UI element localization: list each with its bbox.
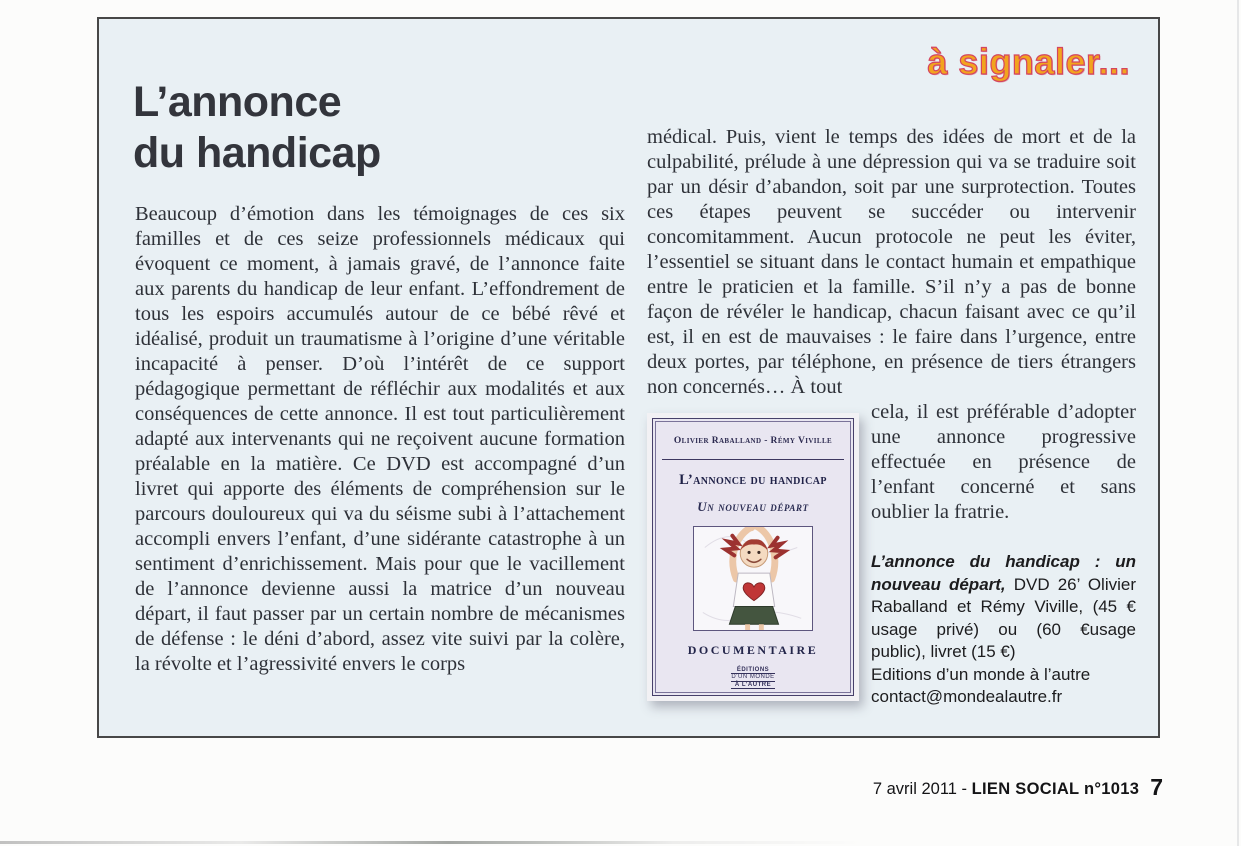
dvd-cover bbox=[647, 413, 859, 701]
publisher-logo-line2: D’UN MONDE bbox=[731, 674, 775, 680]
article-column-right bbox=[647, 125, 1136, 709]
caption-work-title: L’annonce du handicap : un nouveau départ, bbox=[871, 552, 1136, 594]
caption-publisher: Editions d’un monde à l’autre bbox=[871, 664, 1091, 684]
article-title bbox=[133, 77, 381, 179]
girl-illustration bbox=[693, 526, 813, 631]
dvd-title: L’annonce du handicap bbox=[679, 472, 827, 488]
publisher-logo bbox=[731, 667, 774, 690]
scan-artifact-right-edge bbox=[1237, 0, 1239, 846]
page-footer bbox=[873, 774, 1163, 801]
scan-artifact-bottom bbox=[0, 841, 862, 844]
body-paragraph-right-wrap: cela, il est préférable d’adopter une annonce progressive effectuée en présence de l’enfant concerné et sans oublier la fratrie. bbox=[871, 401, 1136, 523]
caption-contact: contact@mondealautre.fr bbox=[871, 687, 1063, 706]
dvd-genre: DOCUMENTAIRE bbox=[687, 642, 819, 657]
footer-date: 7 avril 2011 - bbox=[872, 780, 972, 798]
article-title-line2: du handicap bbox=[133, 129, 381, 177]
dvd-authors: Olivier Raballand - Rémy Viville bbox=[662, 429, 844, 460]
girl-illustration-svg bbox=[697, 526, 809, 631]
dvd-cover-frame bbox=[652, 418, 854, 696]
article-title-line1: L’annonce bbox=[133, 78, 342, 126]
publisher-logo-line1: ÉDITIONS bbox=[731, 667, 774, 675]
footer-journal-ref: LIEN SOCIAL n°1013 bbox=[971, 780, 1140, 798]
body-paragraph-right-top: médical. Puis, vient le temps des idées de mort et de la culpabilité, prélude à une dépression qui va se traduire soit par un désir d’abandon, soit par une surprotection. Toutes ces étapes peuvent se succéder ou intervenir concomitamment. Aucun protocole ne peut les éviter, l’essentiel se situant dans le contact humain et empathique entre le praticien et la famille. S’il n’y a pas de bonne façon de révéler le handicap, chacun faisant avec ce qu’il est, il en est de mauvaises : le faire dans l’urgence, entre deux portes, par téléphone, en présence de tiers étrangers non concernés… À tout bbox=[647, 126, 1136, 398]
body-paragraph-left: Beaucoup d’émotion dans les témoignages de ces six familles et de ces seize professionnels médicaux qui évoquent ce moment, à jamais gravé, de l’annonce faite aux parents du handicap de leur enfant. L’effondrement de tous les espoirs accumulés autour de ce bébé rêvé et idéalisé, produit un traumatisme à l’origine d’une véritable incapacité à penser. D’où l’intérêt de ce support pédagogique permettant de réfléchir aux modalités et aux conséquences de cette annonce. Il est tout particulièrement adapté aux intervenants qui ne reçoivent aucune formation préalable en la matière. Ce DVD est accompagné d’un livret qui apporte des éléments de compréhension sur le parcours douloureux qui va du séisme subi à l’attachement accompli envers l’enfant, d’une sidérante catastrophe à un sentiment d’enrichissement. Mais pour que le vacillement de l’annonce devienne aussi la matrice d’un nouveau départ, il faut passer par un certain nombre de mécanismes de défense : le déni d’abord, assez vite suivi par la colère, la révolte et l’agressivité envers le corps bbox=[135, 203, 625, 675]
article-column-left bbox=[135, 202, 625, 677]
article-panel bbox=[97, 17, 1160, 738]
publisher-logo-line3: À L’AUTRE bbox=[731, 681, 774, 690]
dvd-subtitle: Un nouveau départ bbox=[697, 499, 809, 514]
section-header: à signaler... bbox=[927, 41, 1130, 82]
footer-page-number: 7 bbox=[1150, 774, 1163, 800]
caption-details: DVD 26’ Olivier Raballand et Rémy Viville, (45 € usage privé) ou (60 €usage public), livret (15 €) bbox=[871, 574, 1136, 661]
